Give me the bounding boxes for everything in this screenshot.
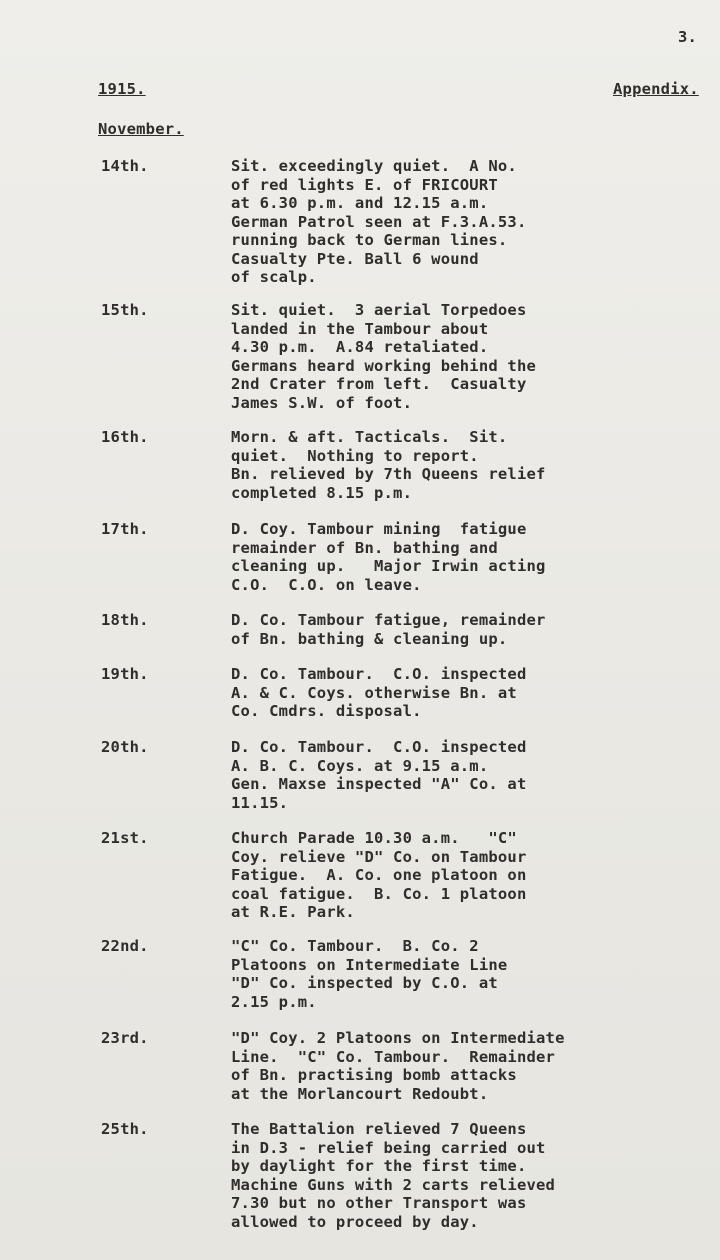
entry-text — [231, 301, 701, 412]
entry-date: 14th. — [101, 157, 149, 175]
entry-line: remainder of Bn. bathing and — [231, 538, 498, 557]
year-heading: 1915. — [98, 80, 146, 98]
entry-line: of scalp. — [231, 268, 317, 286]
entry-line: The Battalion relieved 7 Queens — [231, 1120, 527, 1138]
month-heading: November. — [98, 120, 184, 138]
entry-date: 19th. — [101, 665, 149, 683]
entry-line: Platoons on Intermediate Line — [231, 955, 508, 974]
entry-line: 2.15 p.m. — [231, 992, 317, 1011]
entry-date: 20th. — [101, 738, 149, 756]
entry-line: Sit. quiet. 3 aerial Torpedoes — [231, 301, 527, 319]
entry-line: "D" Coy. 2 Platoons on Intermediate — [231, 1029, 565, 1047]
entry-text — [231, 738, 701, 812]
entry-date: 16th. — [101, 428, 149, 446]
entry-line: of Bn. practising bomb attacks — [231, 1066, 517, 1084]
entry-line: landed in the Tambour about — [231, 319, 489, 338]
entry-line: of red lights E. of FRICOURT — [231, 175, 498, 194]
entry-line: German Patrol seen at F.3.A.53. — [231, 212, 527, 231]
entry-line: James S.W. of foot. — [231, 393, 413, 412]
entry-date: 23rd. — [101, 1029, 149, 1047]
entry-text — [231, 428, 701, 502]
entry-line: "D" Co. inspected by C.O. at — [231, 974, 498, 992]
entry-text — [231, 829, 701, 922]
entry-line: A. B. C. Coys. at 9.15 a.m. — [231, 756, 489, 775]
entry-line: Casualty Pte. Ball 6 wound — [231, 249, 479, 268]
entry-line: by daylight for the first time. — [231, 1157, 527, 1175]
entry-date: 17th. — [101, 520, 149, 538]
entry-line: Coy. relieve "D" Co. on Tambour — [231, 847, 527, 866]
entry-line: in D.3 - relief being carried out — [231, 1138, 546, 1157]
page-number: 3. — [678, 28, 698, 46]
entry-line: at R.E. Park. — [231, 903, 355, 921]
entry-text — [231, 1029, 701, 1103]
entry-line: Machine Guns with 2 carts relieved — [231, 1175, 556, 1194]
entry-line: Fatigue. A. Co. one platoon on — [231, 866, 527, 884]
entry-line: cleaning up. Major Irwin acting — [231, 557, 546, 575]
entry-line: "C" Co. Tambour. B. Co. 2 — [231, 937, 479, 955]
entry-line: Morn. & aft. Tacticals. Sit. — [231, 428, 508, 446]
entry-line: Bn. relieved by 7th Queens relief — [231, 465, 546, 483]
entry-line: 7.30 but no other Transport was — [231, 1194, 527, 1212]
entry-text — [231, 665, 701, 721]
entry-line: at the Morlancourt Redoubt. — [231, 1084, 489, 1103]
entry-date: 21st. — [101, 829, 149, 847]
entry-line: Line. "C" Co. Tambour. Remainder — [231, 1047, 556, 1066]
entry-line: of Bn. bathing & cleaning up. — [231, 629, 508, 648]
entry-text — [231, 611, 701, 648]
entry-line: 4.30 p.m. A.84 retaliated. — [231, 338, 489, 356]
entry-line: D. Coy. Tambour mining fatigue — [231, 520, 527, 538]
entry-text — [231, 937, 701, 1011]
entry-line: D. Co. Tambour. C.O. inspected — [231, 738, 527, 756]
entry-line: D. Co. Tambour. C.O. inspected — [231, 665, 527, 683]
entry-text — [231, 157, 701, 287]
entry-line: running back to German lines. — [231, 231, 508, 249]
entry-text — [231, 1120, 701, 1231]
entry-text — [231, 520, 701, 594]
entry-date: 25th. — [101, 1120, 149, 1138]
entry-line: Gen. Maxse inspected "A" Co. at — [231, 775, 527, 793]
entry-line: coal fatigue. B. Co. 1 platoon — [231, 884, 527, 903]
entry-date: 15th. — [101, 301, 149, 319]
entry-line: completed 8.15 p.m. — [231, 483, 413, 502]
entry-line: Germans heard working behind the — [231, 356, 537, 375]
entry-line: Co. Cmdrs. disposal. — [231, 702, 422, 720]
entry-line: 11.15. — [231, 793, 289, 812]
entry-line: at 6.30 p.m. and 12.15 a.m. — [231, 194, 489, 212]
entry-line: C.O. C.O. on leave. — [231, 575, 422, 594]
entry-line: Sit. exceedingly quiet. A No. — [231, 157, 517, 175]
entry-line: quiet. Nothing to report. — [231, 446, 479, 465]
entry-date: 18th. — [101, 611, 149, 629]
entry-line: 2nd Crater from left. Casualty — [231, 375, 527, 393]
entry-line: Church Parade 10.30 a.m. "C" — [231, 829, 517, 847]
entry-date: 22nd. — [101, 937, 149, 955]
entry-line: D. Co. Tambour fatigue, remainder — [231, 611, 546, 629]
appendix-heading: Appendix. — [613, 80, 699, 98]
entry-line: A. & C. Coys. otherwise Bn. at — [231, 683, 517, 702]
entry-line: allowed to proceed by day. — [231, 1212, 479, 1231]
